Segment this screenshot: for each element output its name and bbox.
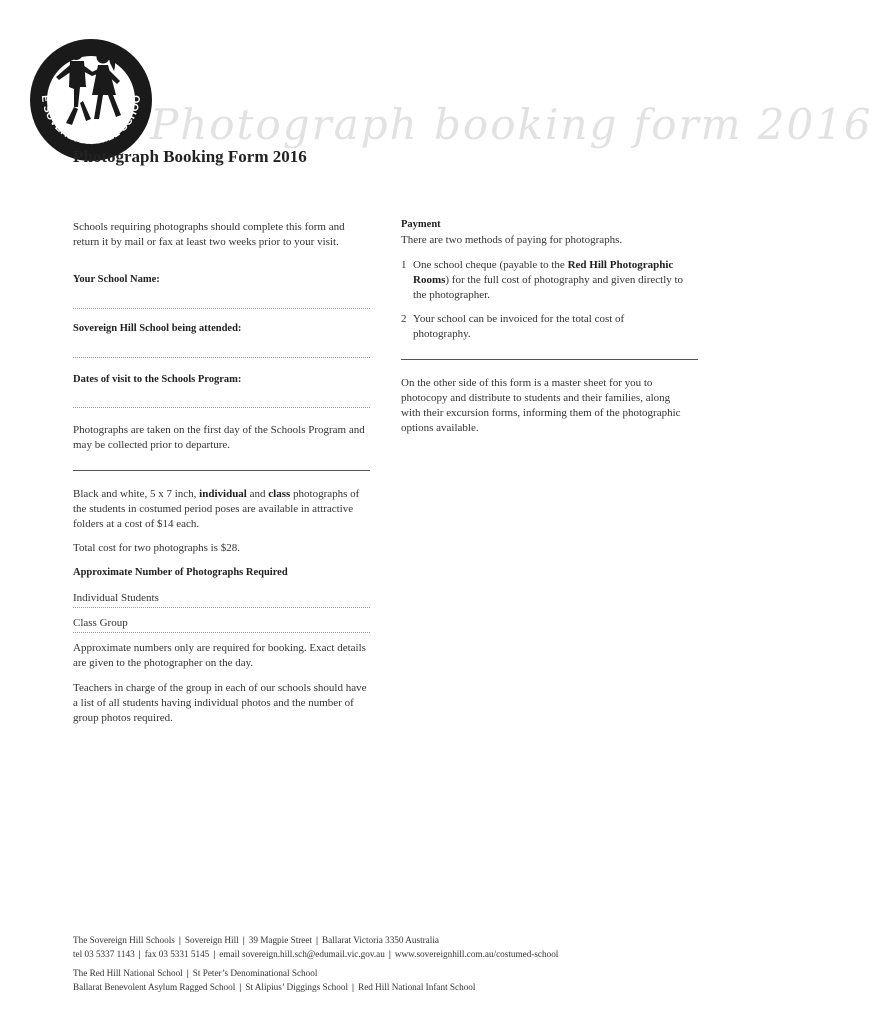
svg-text:THE SOVEREIGN HILL SCHOOLS: E SOVEREIGN HILL SCHOO (38, 94, 144, 148)
visit-dates-field[interactable] (73, 407, 370, 408)
approx-numbers-note: Approximate numbers only are required for booking. Exact details are given to the photographer on the day. (73, 642, 366, 669)
total-cost-text: Total cost for two photographs is $28. (73, 542, 240, 554)
photographs-taken-text: Photographs are taken on the first day of the Schools Program and may be collected prior to departure. (73, 424, 365, 451)
other-side-note: On the other side of this form is a master sheet for you to photocopy and distribute to students and their families, along with their excursion forms, informing them of the photographic options available. (401, 377, 681, 434)
footer-website-link[interactable]: www.sovereignhill.com.au/costumed-school (394, 949, 559, 959)
intro-text: Schools requiring photographs should complete this form and return it by mail or fax at least two weeks prior to your visit. (73, 221, 345, 248)
footer-schools-line: The Red Hill National School | St Peter’s Denominational School (73, 968, 318, 978)
school-logo (28, 37, 154, 163)
payment-intro: There are two methods of paying for photographs. (401, 234, 623, 246)
decorative-script-title: Photograph booking form 2016 (150, 100, 873, 149)
sovereign-school-label: Sovereign Hill School being attended: (73, 323, 242, 334)
class-group-field[interactable] (73, 632, 370, 633)
payment-option-1: 1 One school cheque (payable to the Red Hill Photographic Rooms) for the full cost of photography and given directly to the photographer. (401, 259, 684, 301)
payment-heading: Payment (401, 219, 441, 230)
school-name-label: Your School Name: (73, 274, 160, 285)
teachers-note: Teachers in charge of the group in each of our schools should have a list of all students having individual photos and the number of group photos required. (73, 682, 367, 724)
individual-students-label: Individual Students (73, 592, 159, 604)
visit-dates-label: Dates of visit to the Schools Program: (73, 374, 242, 385)
approx-number-heading: Approximate Number of Photographs Required (73, 567, 288, 578)
school-name-field[interactable] (73, 308, 370, 309)
sovereign-school-field[interactable] (73, 357, 370, 358)
class-group-label: Class Group (73, 617, 128, 629)
payment-option-2: 2 Your school can be invoiced for the total cost of photography. (401, 313, 625, 340)
individual-students-field[interactable] (73, 607, 370, 608)
divider (73, 470, 370, 471)
footer-schools-line-2: Ballarat Benevolent Asylum Ragged School | St Alipius’ Diggings School | Red Hill National Infant School (73, 982, 476, 992)
divider (401, 359, 698, 360)
page-title: Photograph Booking Form 2016 (73, 147, 307, 166)
pricing-text: Black and white, 5 x 7 inch, individual and class photographs of the students in costumed period poses are available in attractive folders at a cost of $14 each. (73, 488, 360, 530)
footer-address-line: The Sovereign Hill Schools | Sovereign Hill | 39 Magpie Street | Ballarat Victoria 3350 Australia (73, 935, 439, 945)
footer-email-link[interactable]: email sovereign.hill.sch@edumail.vic.gov.au (219, 949, 385, 959)
footer-contact-line: tel 03 5337 1143 | fax 03 5331 5145 | email sovereign.hill.sch@edumail.vic.gov.au | www.sovereignhill.com.au/costumed-school (73, 949, 559, 959)
